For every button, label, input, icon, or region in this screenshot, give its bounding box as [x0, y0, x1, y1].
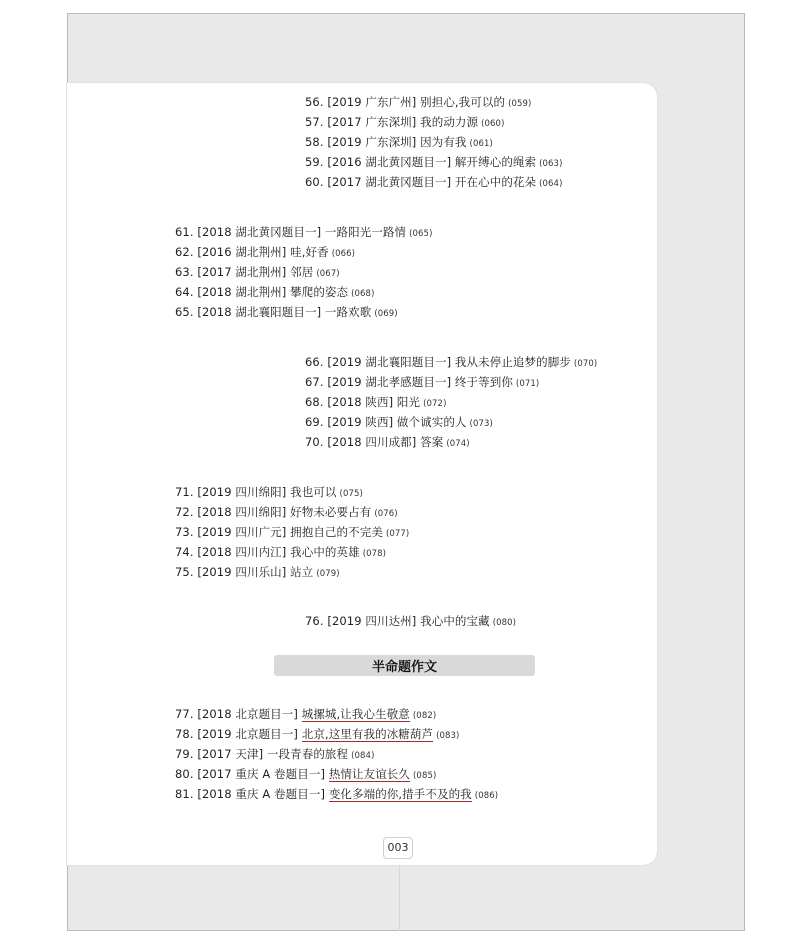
entry-page: (072)	[423, 399, 447, 409]
entry-source: [2018 重庆 A 卷题目一]	[197, 787, 326, 801]
list-item	[175, 725, 459, 745]
entry-source: [2016 湖北黄冈题目一]	[327, 155, 452, 169]
entry-number: 75.	[175, 565, 194, 579]
list-item	[305, 93, 531, 113]
entry-title: 我从未停止追梦的脚步	[454, 355, 571, 369]
list-item	[175, 765, 436, 785]
entry-title: 我也可以	[290, 485, 337, 499]
entry-number: 79.	[175, 747, 194, 761]
entry-source: [2019 四川乐山]	[197, 565, 287, 579]
list-item	[175, 543, 386, 563]
entry-title: 哇,好香	[290, 245, 329, 259]
entry-source: [2019 湖北襄阳题目一]	[327, 355, 452, 369]
list-item	[305, 113, 504, 133]
list-item	[305, 433, 470, 453]
entry-page: (073)	[469, 419, 493, 429]
entry-number: 60.	[305, 175, 324, 189]
list-item	[305, 373, 539, 393]
entry-source: [2018 北京题目一]	[197, 707, 298, 721]
entry-number: 67.	[305, 375, 324, 389]
entry-source: [2018 四川内江]	[197, 545, 287, 559]
entry-title: 北京,这里有我的冰糖葫芦	[301, 727, 434, 741]
entry-source: [2019 北京题目一]	[197, 727, 298, 741]
entry-title: 解开缚心的绳索	[454, 155, 537, 169]
entry-page: (070)	[573, 359, 598, 369]
entry-number: 70.	[305, 435, 324, 449]
entry-source: [2019 湖北孝感题目一]	[327, 375, 452, 389]
entry-page: (080)	[492, 618, 517, 628]
list-item	[175, 243, 355, 263]
list-item	[305, 153, 562, 173]
entry-source: [2019 四川绵阳]	[197, 485, 287, 499]
entry-source: [2019 陕西]	[327, 415, 394, 429]
entry-title: 一段青春的旅程	[266, 747, 349, 761]
entry-number: 68.	[305, 395, 324, 409]
entry-source: [2019 四川广元]	[197, 525, 287, 539]
entry-title: 开在心中的花朵	[454, 175, 537, 189]
list-item	[175, 303, 398, 323]
entry-page: (071)	[515, 379, 540, 389]
entry-page: (075)	[339, 489, 363, 499]
list-item	[175, 483, 363, 503]
list-item	[175, 785, 498, 805]
entry-page: (076)	[374, 509, 398, 519]
entry-source: [2019 四川达州]	[327, 614, 417, 628]
entry-title: 做个诚实的人	[396, 415, 467, 429]
divider-vertical	[399, 865, 400, 931]
entry-page: (065)	[409, 229, 433, 239]
list-item	[305, 353, 597, 373]
list-item	[305, 612, 516, 632]
entry-source: [2019 广东广州]	[327, 95, 417, 109]
entry-title: 因为有我	[420, 135, 467, 149]
entry-title: 我心中的英雄	[290, 545, 360, 559]
entry-number: 64.	[175, 285, 194, 299]
entry-number: 71.	[175, 485, 194, 499]
entry-number: 69.	[305, 415, 324, 429]
entry-page: (084)	[351, 751, 375, 761]
entry-page: (069)	[374, 309, 398, 319]
entry-number: 61.	[175, 225, 194, 239]
list-item	[305, 133, 493, 153]
entry-number: 63.	[175, 265, 194, 279]
entry-source: [2018 湖北黄冈题目一]	[197, 225, 322, 239]
entry-number: 73.	[175, 525, 194, 539]
entry-page: (063)	[539, 159, 563, 169]
entry-title: 好物未必要占有	[290, 505, 372, 519]
list-item	[175, 745, 374, 765]
entry-number: 56.	[305, 95, 324, 109]
entry-title: 答案	[420, 435, 444, 449]
list-item	[305, 413, 493, 433]
entry-title: 热情让友谊长久	[328, 767, 411, 781]
entry-number: 76.	[305, 614, 324, 628]
entry-number: 58.	[305, 135, 324, 149]
entry-page: (064)	[539, 179, 563, 189]
page-number: 003	[383, 837, 413, 859]
entry-source: [2018 陕西]	[327, 395, 394, 409]
entry-title: 变化多端的你,措手不及的我	[328, 787, 472, 801]
entry-page: (086)	[474, 791, 499, 801]
entry-source: [2018 四川成都]	[327, 435, 417, 449]
entry-source: [2017 湖北黄冈题目一]	[327, 175, 452, 189]
list-item	[175, 283, 374, 303]
list-item	[305, 393, 446, 413]
entry-title: 城摞城,让我心生敬意	[301, 707, 410, 721]
entry-source: [2017 天津]	[197, 747, 264, 761]
entry-page: (078)	[362, 549, 387, 559]
list-item	[175, 503, 398, 523]
entry-page: (082)	[412, 711, 437, 721]
entry-title: 别担心,我可以的	[420, 95, 506, 109]
entry-source: [2017 重庆 A 卷题目一]	[197, 767, 326, 781]
entry-page: (079)	[316, 569, 340, 579]
entry-number: 62.	[175, 245, 194, 259]
entry-number: 78.	[175, 727, 194, 741]
entry-title: 邻居	[290, 265, 314, 279]
entry-number: 72.	[175, 505, 194, 519]
entry-title: 拥抱自己的不完美	[290, 525, 383, 539]
entry-page: (083)	[436, 731, 460, 741]
entry-title: 我心中的宝藏	[420, 614, 490, 628]
list-item	[175, 223, 432, 243]
entry-title: 一路欢歌	[324, 305, 372, 319]
entry-number: 65.	[175, 305, 194, 319]
section-title: 半命题作文	[371, 660, 437, 675]
list-item	[175, 263, 340, 283]
entry-page: (061)	[469, 139, 493, 149]
entry-number: 57.	[305, 115, 324, 129]
entry-number: 77.	[175, 707, 194, 721]
entry-title: 终于等到你	[454, 375, 513, 389]
entry-page: (060)	[481, 119, 505, 129]
entry-number: 80.	[175, 767, 194, 781]
list-item	[175, 705, 436, 725]
entry-number: 74.	[175, 545, 194, 559]
entry-source: [2018 湖北襄阳题目一]	[197, 305, 322, 319]
entry-title: 攀爬的姿态	[290, 285, 349, 299]
entry-page: (074)	[446, 439, 470, 449]
entry-title: 我的动力源	[420, 115, 479, 129]
section-heading	[274, 655, 535, 676]
entry-title: 阳光	[396, 395, 421, 409]
entry-source: [2016 湖北荆州]	[197, 245, 287, 259]
entry-source: [2017 广东深圳]	[327, 115, 417, 129]
entry-source: [2019 广东深圳]	[327, 135, 417, 149]
list-item	[175, 563, 340, 583]
entry-page: (066)	[331, 249, 356, 259]
entry-page: (077)	[385, 529, 410, 539]
entry-page: (067)	[316, 269, 340, 279]
entry-number: 59.	[305, 155, 324, 169]
list-item	[175, 523, 409, 543]
entry-page: (085)	[413, 771, 437, 781]
entry-source: [2017 湖北荆州]	[197, 265, 287, 279]
entry-number: 81.	[175, 787, 194, 801]
entry-title: 站立	[290, 565, 314, 579]
list-item	[305, 173, 562, 193]
entry-page: (059)	[508, 99, 532, 109]
entry-number: 66.	[305, 355, 324, 369]
entry-title: 一路阳光一路情	[324, 225, 407, 239]
entry-source: [2018 四川绵阳]	[197, 505, 287, 519]
entry-source: [2018 湖北荆州]	[197, 285, 287, 299]
entry-page: (068)	[351, 289, 375, 299]
